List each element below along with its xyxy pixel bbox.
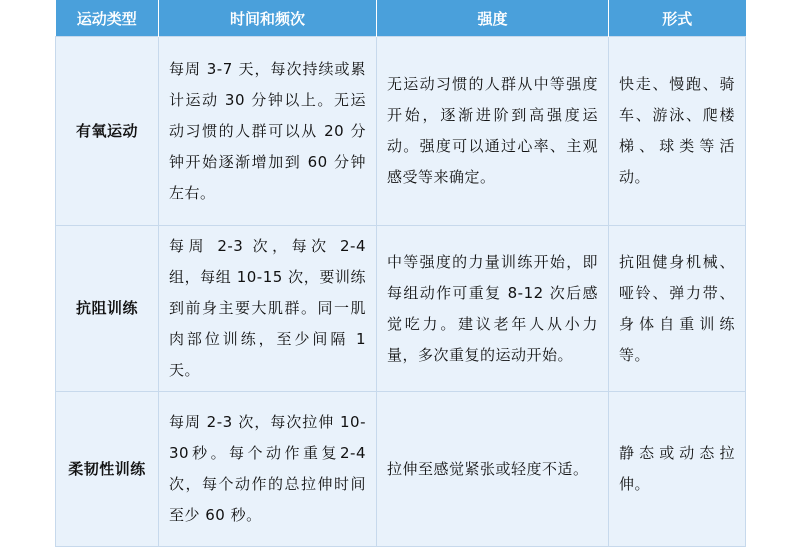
header-intensity: 强度 [377,0,609,37]
intensity-cell: 中等强度的力量训练开始，即每组动作可重复 8-12 次后感觉吃力。建议老年人从小力量，多次重复的运动开始。 [377,226,609,392]
table-row-aerobic [56,37,746,226]
exercise-guidelines-table [55,0,746,547]
intensity-cell: 无运动习惯的人群从中等强度开始，逐渐进阶到高强度运动。强度可以通过心率、主观感受等来确定。 [377,37,609,226]
table-header-row [56,0,746,37]
frequency-cell: 每周 2-3 次，每次拉伸 10-30秒。每个动作重复2-4次，每个动作的总拉伸时间至少 60 秒。 [159,392,377,547]
table-row-resistance [56,226,746,392]
header-form: 形式 [609,0,746,37]
frequency-cell: 每周 2-3 次，每次 2-4 组，每组 10-15 次，要训练到前身主要大肌群。同一肌肉部位训练，至少间隔 1 天。 [159,226,377,392]
exercise-type-cell: 有氧运动 [56,37,159,226]
exercise-type-cell: 抗阻训练 [56,226,159,392]
form-cell: 快走、慢跑、骑车、游泳、爬楼梯、球类等活动。 [609,37,746,226]
exercise-type-cell: 柔韧性训练 [56,392,159,547]
form-cell: 静态或动态拉伸。 [609,392,746,547]
frequency-cell: 每周 3-7 天，每次持续或累计运动 30 分钟以上。无运动习惯的人群可以从 20 分钟开始逐渐增加到 60 分钟左右。 [159,37,377,226]
header-exercise-type: 运动类型 [56,0,159,37]
table-row-flexibility [56,392,746,547]
header-time-frequency: 时间和频次 [159,0,377,37]
form-cell: 抗阻健身机械、哑铃、弹力带、身体自重训练等。 [609,226,746,392]
intensity-cell: 拉伸至感觉紧张或轻度不适。 [377,392,609,547]
